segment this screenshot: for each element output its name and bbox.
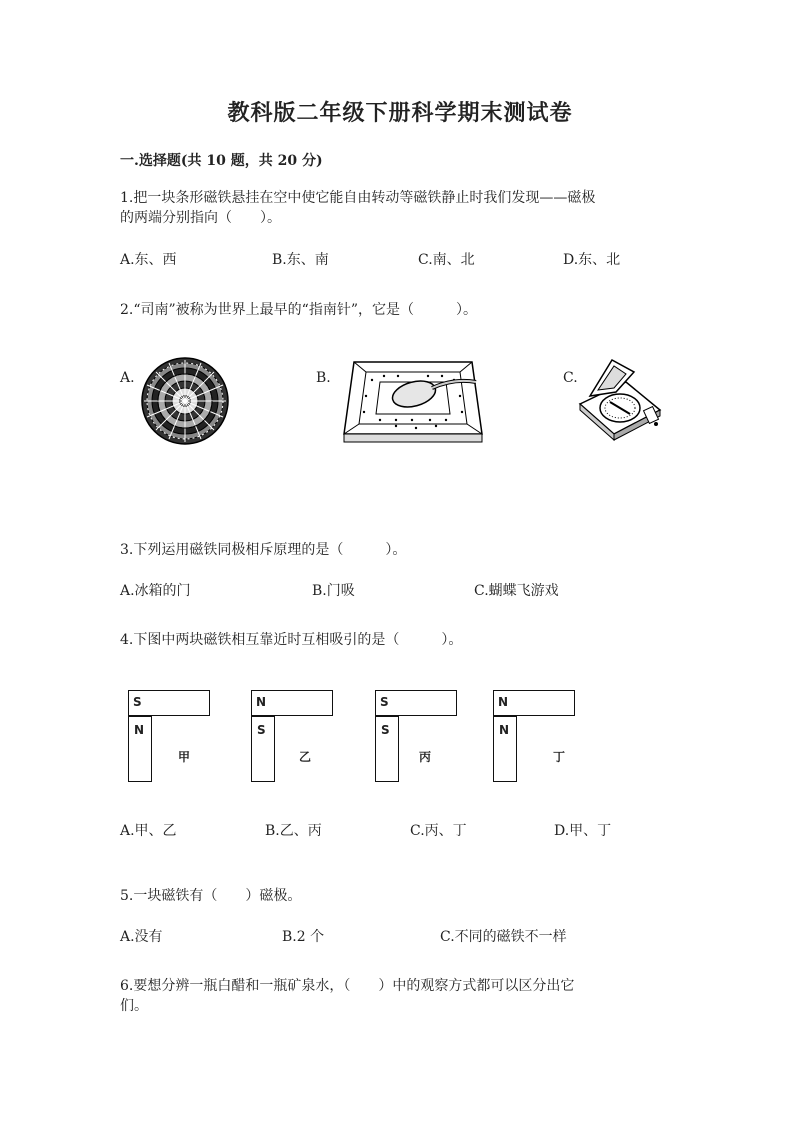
magnet-label: 甲 (178, 750, 191, 764)
vertical-magnet (128, 716, 152, 782)
q1-option-a[interactable]: A.东、西 (120, 252, 177, 268)
q4-option-a[interactable]: A.甲、乙 (120, 823, 177, 839)
q3-option-a[interactable]: A.冰箱的门 (120, 583, 191, 599)
magnet-pair-jia (128, 690, 218, 785)
question-6-stem-line2: 们。 (120, 998, 148, 1014)
q5-option-c[interactable]: C.不同的磁铁不一样 (440, 929, 567, 945)
q1-option-b[interactable]: B.东、南 (272, 252, 329, 268)
magnet-pole: N (499, 723, 510, 737)
magnet-pole: S (133, 695, 142, 709)
vertical-magnet (375, 716, 399, 782)
question-3-stem: 3.下列运用磁铁同极相斥原理的是（ ）。 (120, 542, 407, 558)
compass-image (576, 352, 664, 448)
magnet-pole: S (380, 695, 389, 709)
horizontal-magnet (375, 690, 457, 716)
question-1-stem-line1: 1.把一块条形磁铁悬挂在空中使它能自由转动等磁铁静止时我们发现——磁极 (120, 190, 596, 206)
magnet-label: 丁 (553, 750, 566, 764)
magnet-label: 丙 (419, 750, 432, 764)
q3-option-b[interactable]: B.门吸 (312, 583, 355, 599)
question-6-stem-line1: 6.要想分辨一瓶白醋和一瓶矿泉水，（ ）中的观察方式都可以区分出它 (120, 978, 575, 994)
question-5-stem: 5.一块磁铁有（ ）磁极。 (120, 888, 302, 904)
q2-option-c-label[interactable]: C. (563, 370, 578, 386)
sinan-board-image (336, 356, 490, 446)
vertical-magnet (251, 716, 275, 782)
q1-option-c[interactable]: C.南、北 (418, 252, 475, 268)
question-1-stem-line2: 的两端分别指向（ ）。 (120, 210, 281, 226)
magnet-pair-yi (251, 690, 341, 785)
page-title: 教科版二年级下册科学期末测试卷 (227, 100, 573, 126)
q4-option-c[interactable]: C.丙、丁 (410, 823, 467, 839)
question-1 (120, 188, 680, 228)
magnet-pole: S (381, 723, 390, 737)
magnet-pair-ding (493, 690, 583, 785)
q2-option-b-label[interactable]: B. (316, 370, 331, 386)
bronze-disc-image (140, 356, 230, 446)
magnet-pair-bing (375, 690, 465, 785)
magnet-label: 乙 (299, 750, 312, 764)
question-6 (120, 976, 680, 1016)
q2-option-a-label[interactable]: A. (120, 370, 135, 386)
q5-option-b[interactable]: B.2 个 (282, 929, 325, 945)
q4-option-d[interactable]: D.甲、丁 (554, 823, 612, 839)
question-2-stem: 2.“司南”被称为世界上最早的“指南针”，它是（ ）。 (120, 302, 477, 318)
q4-option-b[interactable]: B.乙、丙 (265, 823, 322, 839)
q1-option-d[interactable]: D.东、北 (563, 252, 621, 268)
magnet-pole: N (256, 695, 267, 709)
q3-option-c[interactable]: C.蝴蝶飞游戏 (474, 583, 559, 599)
horizontal-magnet (251, 690, 333, 716)
magnet-pole: S (257, 723, 266, 737)
question-4-stem: 4.下图中两块磁铁相互靠近时互相吸引的是（ ）。 (120, 632, 463, 648)
magnet-pole: N (134, 723, 145, 737)
magnet-pole: N (498, 695, 509, 709)
horizontal-magnet (128, 690, 210, 716)
section-heading: 一.选择题(共 10 题，共 20 分) (120, 153, 323, 169)
vertical-magnet (493, 716, 517, 782)
horizontal-magnet (493, 690, 575, 716)
q5-option-a[interactable]: A.没有 (120, 929, 163, 945)
